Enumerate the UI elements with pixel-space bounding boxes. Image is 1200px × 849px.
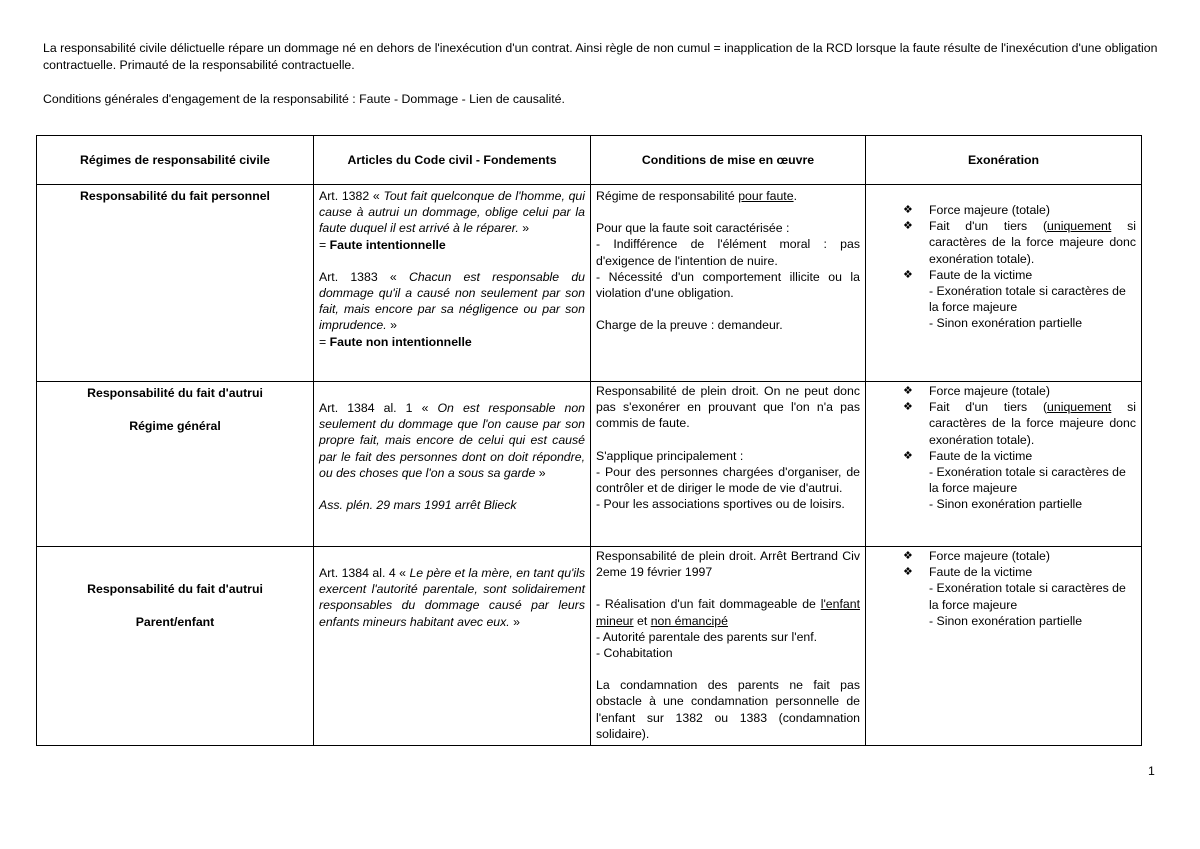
liability-table — [36, 135, 1142, 746]
conditions-cell — [591, 382, 866, 547]
exoneration-list — [871, 202, 1136, 332]
regime-cell — [37, 382, 314, 547]
table-header-row — [37, 136, 1142, 185]
article-1383-result: = Faute non intentionnelle — [319, 334, 472, 349]
header-conditions: Conditions de mise en œuvre — [591, 136, 866, 185]
regime-label: Responsabilité du fait d'autrui — [87, 582, 263, 596]
condition-text: - Nécessité d'un comportement illicite ou la violation d'une obligation. — [596, 269, 860, 301]
list-item: - Sinon exonération partielle — [929, 316, 1083, 331]
exoneration-cell — [866, 382, 1142, 547]
diamond-bullet-icon: ❖ — [903, 385, 913, 397]
list-item: - Sinon exonération partielle — [929, 497, 1083, 512]
diamond-bullet-icon: ❖ — [903, 220, 913, 233]
list-item: ❖ Fait d'un tiers (uniquement si caractères de la force majeure donc exonération totale). — [903, 400, 1136, 447]
exoneration-list — [871, 383, 1136, 513]
conditions-cell — [591, 185, 866, 382]
diamond-bullet-icon: ❖ — [903, 401, 913, 414]
article-1384-al1: Art. 1384 al. 1 « On est responsable non seulement du dommage que l'on cause par son propre fait, mais encore de celui qui est causé par le fait des personnes dont on doit répondre, ou des choses que l'on a sous sa garde » — [319, 401, 586, 480]
intro-text — [43, 40, 1163, 108]
table-row — [37, 185, 1142, 382]
condition-text: Régime de responsabilité pour faute. — [596, 189, 797, 203]
condition-text: Charge de la preuve : demandeur. — [596, 318, 783, 333]
condition-text: S'applique principalement : — [596, 448, 744, 463]
diamond-bullet-icon: ❖ — [903, 449, 913, 462]
table-row — [37, 382, 1142, 547]
condition-text: - Pour les associations sportives ou de loisirs. — [596, 497, 845, 512]
regime-label: Responsabilité du fait d'autrui — [87, 386, 263, 400]
list-item: ❖ Force majeure (totale) — [903, 384, 1050, 398]
article-1382-result: = Faute intentionnelle — [319, 237, 446, 252]
article-1383: Art. 1383 « Chacun est responsable du dommage qu'il a causé non seulement par son fait, mais encore par sa négligence ou par son imprudence. » — [319, 269, 586, 333]
regime-sublabel: Parent/enfant — [135, 615, 215, 630]
article-1382: Art. 1382 « Tout fait quelconque de l'homme, qui cause à autrui un dommage, oblige celui par la faute duquel il est arrivé à le réparer. » — [319, 189, 585, 236]
list-item: ❖ Faute de la victime — [903, 448, 1033, 463]
condition-text: Pour que la faute soit caractérisée : — [596, 221, 790, 236]
list-item: ❖ Force majeure (totale) — [903, 203, 1050, 217]
list-item: - Exonération totale si caractères de la force majeure — [929, 581, 1126, 612]
condition-text: Responsabilité de plein droit. Arrêt Bertrand Civ 2eme 19 février 1997 — [596, 549, 860, 580]
regime-sublabel: Régime général — [129, 419, 221, 434]
regime-cell — [37, 185, 314, 382]
page-number: 1 — [1148, 764, 1155, 778]
condition-text: - Cohabitation — [596, 646, 673, 661]
list-item: ❖ Faute de la victime — [903, 565, 1033, 580]
articles-cell — [314, 382, 591, 547]
exoneration-cell — [866, 185, 1142, 382]
diamond-bullet-icon: ❖ — [903, 566, 913, 579]
exoneration-list — [871, 548, 1136, 629]
header-regimes: Régimes de responsabilité civile — [37, 136, 314, 185]
regime-label: Responsabilité du fait personnel — [80, 189, 270, 203]
header-exoneration: Exonération — [866, 136, 1142, 185]
case-reference: Ass. plén. 29 mars 1991 arrêt Blieck — [319, 498, 517, 513]
condition-text: La condamnation des parents ne fait pas obstacle à une condamnation personnelle de l'enfant sur 1382 ou 1383 (condamnation solidaire). — [596, 678, 860, 741]
diamond-bullet-icon: ❖ — [903, 550, 913, 562]
conditions-cell — [591, 547, 866, 746]
list-item: ❖ Faute de la victime — [903, 267, 1033, 282]
exoneration-cell — [866, 547, 1142, 746]
articles-cell — [314, 547, 591, 746]
diamond-bullet-icon: ❖ — [903, 204, 913, 216]
intro-paragraph-2: Conditions générales d'engagement de la responsabilité : Faute - Dommage - Lien de causalité. — [43, 92, 565, 106]
list-item: - Exonération totale si caractères de la force majeure — [929, 284, 1126, 315]
header-articles: Articles du Code civil - Fondements — [314, 136, 591, 185]
table-row — [37, 547, 1142, 746]
condition-text: - Réalisation d'un fait dommageable de l'enfant mineur et non émancipé — [596, 597, 860, 628]
list-item: - Sinon exonération partielle — [929, 613, 1083, 628]
condition-text: Responsabilité de plein droit. On ne peut donc pas s'exonérer en prouvant que l'on n'a pas commis de faute. — [596, 384, 860, 431]
articles-cell — [314, 185, 591, 382]
condition-text: - Autorité parentale des parents sur l'enf. — [596, 629, 818, 644]
diamond-bullet-icon: ❖ — [903, 268, 913, 281]
regime-cell — [37, 547, 314, 746]
intro-paragraph-1: La responsabilité civile délictuelle répare un dommage né en dehors de l'inexécution d'un contrat. Ainsi règle de non cumul = inapplication de la RCD lorsque la faute résulte de l'inexécution d'une obligation contractuelle. Primauté de la responsabilité contractuelle. — [43, 41, 1158, 72]
condition-text: - Indifférence de l'élément moral : pas d'exigence de l'intention de nuire. — [596, 237, 860, 268]
list-item: - Exonération totale si caractères de la force majeure — [929, 465, 1126, 496]
list-item: ❖ Fait d'un tiers (uniquement si caractères de la force majeure donc exonération totale). — [903, 219, 1136, 266]
condition-text: - Pour des personnes chargées d'organiser, de contrôler et de diriger le mode de vie d'autrui. — [596, 464, 860, 496]
article-1384-al4: Art. 1384 al. 4 « Le père et la mère, en tant qu'ils exercent l'autorité parentale, sont solidairement responsables du dommage causé par leurs enfants mineurs habitant avec eux. » — [319, 566, 586, 629]
list-item: ❖ Force majeure (totale) — [903, 549, 1050, 563]
